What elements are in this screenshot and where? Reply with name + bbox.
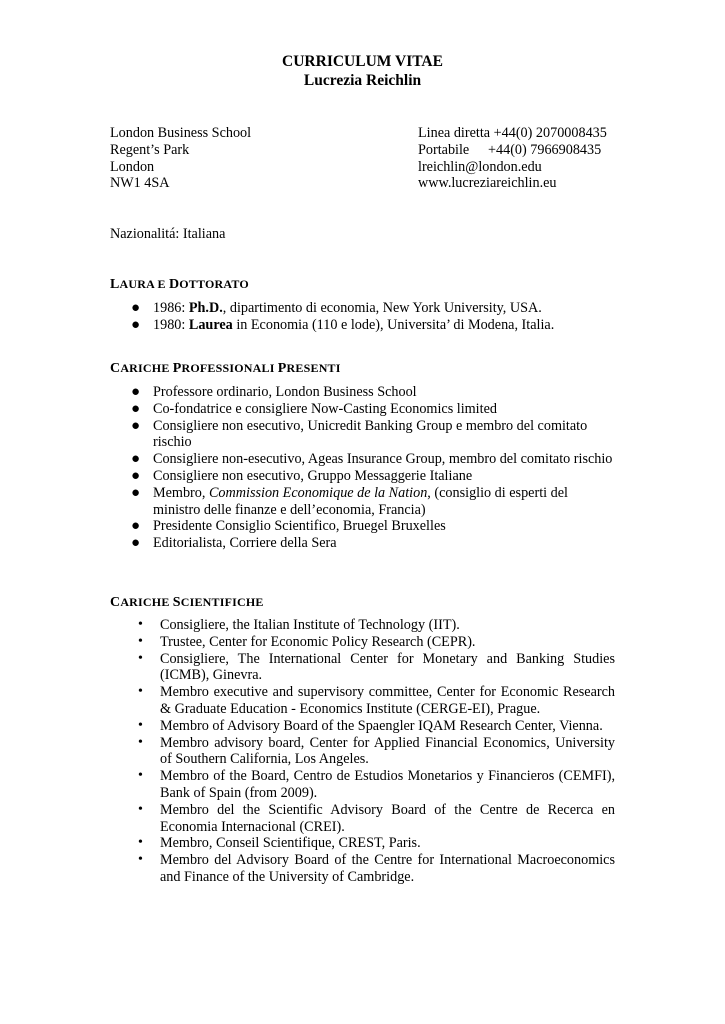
list-item: ● Consigliere non-esecutivo, Ageas Insurance Group, membro del comitato rischio bbox=[131, 451, 613, 468]
section-heading-current-positions: CARICHE PROFESSIONALI PRESENTI bbox=[110, 361, 341, 376]
bullet-icon: ● bbox=[131, 535, 141, 552]
contact-block bbox=[418, 125, 638, 192]
bullet-icon: • bbox=[138, 835, 143, 851]
list-item: • Membro del the Scientific Advisory Board of the Centre de Recerca en Economia Internacional (CREI). bbox=[138, 801, 615, 835]
bullet-icon: • bbox=[138, 633, 143, 649]
person-name: Lucrezia Reichlin bbox=[303, 72, 422, 89]
list-item: ● Presidente Consiglio Scientifico, Bruegel Bruxelles bbox=[131, 518, 446, 535]
bullet-icon: ● bbox=[131, 467, 141, 484]
address-line: London Business School bbox=[110, 125, 252, 141]
list-item: ● Consigliere non esecutivo, Unicredit Banking Group e membro del comitato rischio bbox=[131, 417, 588, 451]
list-item: ● Consigliere non esecutivo, Gruppo Messaggerie Italiane bbox=[131, 467, 473, 484]
address-line: Regent’s Park bbox=[110, 141, 190, 158]
bullet-icon: ● bbox=[131, 316, 141, 333]
list-item: • Membro, Conseil Scientifique, CREST, Paris. bbox=[138, 835, 421, 852]
mobile-phone bbox=[418, 142, 638, 159]
section-heading-degrees: LAURA E DOTTORATO bbox=[110, 277, 249, 292]
bullet-icon: ● bbox=[131, 451, 141, 468]
bullet-icon: ● bbox=[131, 384, 141, 400]
direct-phone bbox=[418, 125, 638, 142]
bullet-icon: • bbox=[138, 684, 143, 700]
list-item: • Membro executive and supervisory committee, Center for Economic Research & Graduate Education - Economics Institute (CERGE-EI), Prague. bbox=[138, 684, 615, 717]
cv-header bbox=[0, 52, 725, 90]
website-address: www.lucreziareichlin.eu bbox=[418, 175, 557, 192]
mobile-phone-value: +44(0) 7966908435 bbox=[488, 141, 602, 158]
address-line: London bbox=[110, 158, 155, 175]
list-item: ● 1980: Laurea in Economia (110 e lode), Universita’ di Modena, Italia. bbox=[131, 316, 555, 333]
scientific-list bbox=[0, 617, 615, 886]
current-positions-list bbox=[0, 384, 615, 552]
list-item: • Consigliere, The International Center for Monetary and Banking Studies (ICMB), Ginevra. bbox=[138, 650, 615, 684]
list-item: ● 1986: Ph.D., dipartimento di economia, New York University, USA. bbox=[131, 300, 542, 316]
list-item: • Membro del Advisory Board of the Centre for International Macroeconomics and Finance of the University of Cambridge. bbox=[138, 852, 615, 885]
list-item: • Trustee, Center for Economic Policy Research (CEPR). bbox=[138, 633, 476, 650]
bullet-icon: • bbox=[138, 734, 143, 750]
document-title: CURRICULUM VITAE bbox=[282, 53, 443, 70]
bullet-icon: • bbox=[138, 768, 143, 784]
list-item: • Membro of the Board, Centro de Estudios Monetarios y Financieros (CEMFI), Bank of Spain (from 2009). bbox=[138, 768, 615, 801]
bullet-icon: • bbox=[138, 617, 143, 632]
postal-address bbox=[110, 125, 390, 192]
bullet-icon: ● bbox=[131, 300, 141, 316]
list-item: ● Membro, Commission Economique de la Nation, (consiglio di esperti del ministro delle finanze e dell’economia, Francia) bbox=[131, 484, 568, 518]
list-item: • Membro advisory board, Center for Applied Financial Economics, University of Southern California, Los Angeles. bbox=[138, 734, 615, 768]
bullet-icon: • bbox=[138, 650, 143, 666]
list-item: • Consigliere, the Italian Institute of Technology (IIT). bbox=[138, 617, 460, 633]
section-heading-scientific: CARICHE SCIENTIFICHE bbox=[110, 595, 264, 610]
address-line: NW1 4SA bbox=[110, 175, 170, 192]
bullet-icon: ● bbox=[131, 400, 141, 417]
list-item: ● Co-fondatrice e consigliere Now-Casting Economics limited bbox=[131, 400, 497, 417]
list-item: ● Professore ordinario, London Business School bbox=[131, 384, 417, 400]
mobile-phone-label: Portabile bbox=[418, 141, 470, 158]
bullet-icon: ● bbox=[131, 417, 141, 434]
list-item: • Membro of Advisory Board of the Spaengler IQAM Research Center, Vienna. bbox=[138, 717, 603, 734]
bullet-icon: • bbox=[138, 717, 143, 733]
direct-phone-value: +44(0) 2070008435 bbox=[493, 125, 607, 141]
bullet-icon: ● bbox=[131, 518, 141, 535]
bullet-icon: ● bbox=[131, 484, 141, 501]
direct-phone-label: Linea diretta bbox=[418, 125, 491, 141]
email-address: lreichlin@london.edu bbox=[418, 158, 542, 175]
list-item: ● Editorialista, Corriere della Sera bbox=[131, 535, 337, 552]
degrees-list bbox=[0, 300, 615, 334]
bullet-icon: • bbox=[138, 801, 143, 817]
nationality: Nazionalitá: Italiana bbox=[110, 226, 226, 242]
bullet-icon: • bbox=[138, 852, 143, 868]
